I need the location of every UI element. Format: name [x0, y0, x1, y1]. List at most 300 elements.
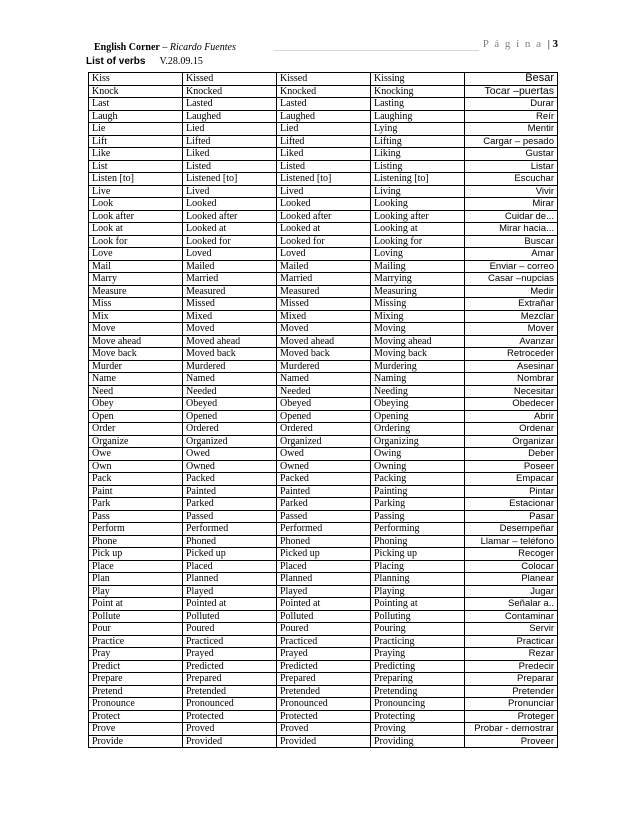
past-participle-cell: Planned — [277, 573, 371, 586]
past-participle-cell: Listened [to] — [277, 173, 371, 186]
base-form-cell: Phone — [89, 535, 183, 548]
base-form-cell: Pack — [89, 473, 183, 486]
gerund-cell: Knocking — [371, 85, 465, 98]
gerund-cell: Picking up — [371, 548, 465, 561]
past-participle-cell: Obeyed — [277, 398, 371, 411]
base-form-cell: Open — [89, 410, 183, 423]
verb-row — [89, 735, 558, 748]
gerund-cell: Looking for — [371, 235, 465, 248]
spanish-translation-cell: Colocar — [465, 560, 558, 573]
base-form-cell: Pass — [89, 510, 183, 523]
past-simple-cell: Missed — [183, 298, 277, 311]
past-participle-cell: Phoned — [277, 535, 371, 548]
gerund-cell: Painting — [371, 485, 465, 498]
past-simple-cell: Named — [183, 373, 277, 386]
spanish-translation-cell: Probar - demostrar — [465, 723, 558, 736]
gerund-cell: Moving back — [371, 348, 465, 361]
past-simple-cell: Kissed — [183, 73, 277, 86]
verb-row — [89, 160, 558, 173]
verb-row — [89, 423, 558, 436]
verb-row — [89, 635, 558, 648]
base-form-cell: Park — [89, 498, 183, 511]
past-simple-cell: Practiced — [183, 635, 277, 648]
past-simple-cell: Murdered — [183, 360, 277, 373]
base-form-cell: Protect — [89, 710, 183, 723]
gerund-cell: Proving — [371, 723, 465, 736]
base-form-cell: Order — [89, 423, 183, 436]
author-name: Ricardo Fuentes — [169, 42, 236, 53]
past-simple-cell: Opened — [183, 410, 277, 423]
gerund-cell: Playing — [371, 585, 465, 598]
gerund-cell: Lifting — [371, 135, 465, 148]
verb-row — [89, 323, 558, 336]
verb-row — [89, 460, 558, 473]
verb-row — [89, 660, 558, 673]
past-participle-cell: Mixed — [277, 310, 371, 323]
base-form-cell: Paint — [89, 485, 183, 498]
base-form-cell: Lift — [89, 135, 183, 148]
past-participle-cell: Owned — [277, 460, 371, 473]
gerund-cell: Listening [to] — [371, 173, 465, 186]
verb-row — [89, 110, 558, 123]
past-simple-cell: Married — [183, 273, 277, 286]
spanish-translation-cell: Predecir — [465, 660, 558, 673]
past-participle-cell: Proved — [277, 723, 371, 736]
spanish-translation-cell: Amar — [465, 248, 558, 261]
verb-table-body — [89, 73, 558, 748]
past-participle-cell: Mailed — [277, 260, 371, 273]
gerund-cell: Obeying — [371, 398, 465, 411]
base-form-cell: Love — [89, 248, 183, 261]
base-form-cell: Place — [89, 560, 183, 573]
past-simple-cell: Proved — [183, 723, 277, 736]
base-form-cell: Pretend — [89, 685, 183, 698]
spanish-translation-cell: Practicar — [465, 635, 558, 648]
gerund-cell: Needing — [371, 385, 465, 398]
verb-row — [89, 510, 558, 523]
spanish-translation-cell: Mentir — [465, 123, 558, 136]
past-participle-cell: Painted — [277, 485, 371, 498]
past-simple-cell: Lifted — [183, 135, 277, 148]
past-participle-cell: Prepared — [277, 673, 371, 686]
past-participle-cell: Placed — [277, 560, 371, 573]
gerund-cell: Parking — [371, 498, 465, 511]
spanish-translation-cell: Contaminar — [465, 610, 558, 623]
gerund-cell: Owing — [371, 448, 465, 461]
verb-row — [89, 623, 558, 636]
gerund-cell: Phoning — [371, 535, 465, 548]
past-participle-cell: Parked — [277, 498, 371, 511]
base-form-cell: Pour — [89, 623, 183, 636]
spanish-translation-cell: Desempeñar — [465, 523, 558, 536]
base-form-cell: Move ahead — [89, 335, 183, 348]
spanish-translation-cell: Avanzar — [465, 335, 558, 348]
spanish-translation-cell: Proteger — [465, 710, 558, 723]
spanish-translation-cell: Estacionar — [465, 498, 558, 511]
past-simple-cell: Painted — [183, 485, 277, 498]
gerund-cell: Laughing — [371, 110, 465, 123]
gerund-cell: Predicting — [371, 660, 465, 673]
past-participle-cell: Owed — [277, 448, 371, 461]
past-participle-cell: Murdered — [277, 360, 371, 373]
past-participle-cell: Looked at — [277, 223, 371, 236]
verb-row — [89, 648, 558, 661]
base-form-cell: Look — [89, 198, 183, 211]
verb-row — [89, 560, 558, 573]
gerund-cell: Praying — [371, 648, 465, 661]
verb-row — [89, 685, 558, 698]
base-form-cell: Last — [89, 98, 183, 111]
spanish-translation-cell: Reír — [465, 110, 558, 123]
gerund-cell: Missing — [371, 298, 465, 311]
gerund-cell: Naming — [371, 373, 465, 386]
spanish-translation-cell: Rezar — [465, 648, 558, 661]
past-participle-cell: Moved back — [277, 348, 371, 361]
header-course-line — [94, 42, 236, 53]
gerund-cell: Packing — [371, 473, 465, 486]
past-simple-cell: Polluted — [183, 610, 277, 623]
past-simple-cell: Laughed — [183, 110, 277, 123]
verb-row — [89, 585, 558, 598]
gerund-cell: Lying — [371, 123, 465, 136]
past-simple-cell: Looked at — [183, 223, 277, 236]
past-participle-cell: Prayed — [277, 648, 371, 661]
gerund-cell: Loving — [371, 248, 465, 261]
verb-row — [89, 98, 558, 111]
base-form-cell: Listen [to] — [89, 173, 183, 186]
past-simple-cell: Loved — [183, 248, 277, 261]
spanish-translation-cell: Casar –nupcias — [465, 273, 558, 286]
spanish-translation-cell: Llamar – teléfono — [465, 535, 558, 548]
past-simple-cell: Measured — [183, 285, 277, 298]
past-participle-cell: Laughed — [277, 110, 371, 123]
past-participle-cell: Looked after — [277, 210, 371, 223]
past-participle-cell: Pointed at — [277, 598, 371, 611]
page-separator: | — [547, 38, 552, 50]
gerund-cell: Pouring — [371, 623, 465, 636]
past-simple-cell: Pronounced — [183, 698, 277, 711]
gerund-cell: Listing — [371, 160, 465, 173]
spanish-translation-cell: Retroceder — [465, 348, 558, 361]
past-simple-cell: Listened [to] — [183, 173, 277, 186]
past-simple-cell: Phoned — [183, 535, 277, 548]
past-simple-cell: Looked for — [183, 235, 277, 248]
verb-row — [89, 610, 558, 623]
verb-row — [89, 373, 558, 386]
spanish-translation-cell: Tocar –puertas — [465, 85, 558, 98]
spanish-translation-cell: Deber — [465, 448, 558, 461]
base-form-cell: Play — [89, 585, 183, 598]
gerund-cell: Performing — [371, 523, 465, 536]
past-participle-cell: Lasted — [277, 98, 371, 111]
base-form-cell: Need — [89, 385, 183, 398]
past-simple-cell: Protected — [183, 710, 277, 723]
past-participle-cell: Predicted — [277, 660, 371, 673]
past-simple-cell: Played — [183, 585, 277, 598]
verb-row — [89, 185, 558, 198]
past-participle-cell: Played — [277, 585, 371, 598]
spanish-translation-cell: Besar — [465, 73, 558, 86]
spanish-translation-cell: Preparar — [465, 673, 558, 686]
verb-row — [89, 485, 558, 498]
past-simple-cell: Needed — [183, 385, 277, 398]
spanish-translation-cell: Nombrar — [465, 373, 558, 386]
spanish-translation-cell: Señalar a.. — [465, 598, 558, 611]
gerund-cell: Moving — [371, 323, 465, 336]
gerund-cell: Kissing — [371, 73, 465, 86]
past-simple-cell: Planned — [183, 573, 277, 586]
base-form-cell: Look at — [89, 223, 183, 236]
base-form-cell: Point at — [89, 598, 183, 611]
spanish-translation-cell: Pronunciar — [465, 698, 558, 711]
page-number-indicator — [483, 38, 558, 50]
spanish-translation-cell: Mezclar — [465, 310, 558, 323]
spanish-translation-cell: Proveer — [465, 735, 558, 748]
base-form-cell: Perform — [89, 523, 183, 536]
base-form-cell: Pollute — [89, 610, 183, 623]
verb-row — [89, 310, 558, 323]
verb-row — [89, 85, 558, 98]
past-participle-cell: Poured — [277, 623, 371, 636]
past-simple-cell: Lasted — [183, 98, 277, 111]
base-form-cell: Lie — [89, 123, 183, 136]
base-form-cell: Pray — [89, 648, 183, 661]
base-form-cell: Mail — [89, 260, 183, 273]
verb-row — [89, 248, 558, 261]
gerund-cell: Looking at — [371, 223, 465, 236]
spanish-translation-cell: Empacar — [465, 473, 558, 486]
verb-row — [89, 285, 558, 298]
verb-row — [89, 260, 558, 273]
gerund-cell: Providing — [371, 735, 465, 748]
verb-row — [89, 548, 558, 561]
verb-row — [89, 123, 558, 136]
verb-row — [89, 498, 558, 511]
past-participle-cell: Lied — [277, 123, 371, 136]
verb-row — [89, 398, 558, 411]
base-form-cell: Like — [89, 148, 183, 161]
gerund-cell: Preparing — [371, 673, 465, 686]
spanish-translation-cell: Servir — [465, 623, 558, 636]
base-form-cell: Prove — [89, 723, 183, 736]
past-simple-cell: Looked — [183, 198, 277, 211]
verb-row — [89, 435, 558, 448]
base-form-cell: Murder — [89, 360, 183, 373]
past-simple-cell: Moved — [183, 323, 277, 336]
spanish-translation-cell: Mover — [465, 323, 558, 336]
base-form-cell: Move back — [89, 348, 183, 361]
past-participle-cell: Lifted — [277, 135, 371, 148]
past-simple-cell: Predicted — [183, 660, 277, 673]
spanish-translation-cell: Ordenar — [465, 423, 558, 436]
verb-row — [89, 523, 558, 536]
spanish-translation-cell: Mirar hacia... — [465, 223, 558, 236]
past-simple-cell: Packed — [183, 473, 277, 486]
base-form-cell: Own — [89, 460, 183, 473]
past-participle-cell: Named — [277, 373, 371, 386]
past-simple-cell: Ordered — [183, 423, 277, 436]
past-simple-cell: Passed — [183, 510, 277, 523]
gerund-cell: Protecting — [371, 710, 465, 723]
gerund-cell: Practicing — [371, 635, 465, 648]
verb-row — [89, 335, 558, 348]
spanish-translation-cell: Cuidar de... — [465, 210, 558, 223]
gerund-cell: Ordering — [371, 423, 465, 436]
spanish-translation-cell: Pasar — [465, 510, 558, 523]
past-simple-cell: Lied — [183, 123, 277, 136]
gerund-cell: Mixing — [371, 310, 465, 323]
past-simple-cell: Moved back — [183, 348, 277, 361]
gerund-cell: Organizing — [371, 435, 465, 448]
past-participle-cell: Loved — [277, 248, 371, 261]
base-form-cell: Provide — [89, 735, 183, 748]
gerund-cell: Pretending — [371, 685, 465, 698]
past-simple-cell: Prepared — [183, 673, 277, 686]
past-participle-cell: Protected — [277, 710, 371, 723]
base-form-cell: Prepare — [89, 673, 183, 686]
verb-row — [89, 710, 558, 723]
gerund-cell: Passing — [371, 510, 465, 523]
spanish-translation-cell: Gustar — [465, 148, 558, 161]
spanish-translation-cell: Abrir — [465, 410, 558, 423]
past-simple-cell: Owned — [183, 460, 277, 473]
base-form-cell: Knock — [89, 85, 183, 98]
base-form-cell: Miss — [89, 298, 183, 311]
past-participle-cell: Passed — [277, 510, 371, 523]
verb-row — [89, 360, 558, 373]
past-simple-cell: Moved ahead — [183, 335, 277, 348]
past-participle-cell: Measured — [277, 285, 371, 298]
past-participle-cell: Liked — [277, 148, 371, 161]
past-participle-cell: Ordered — [277, 423, 371, 436]
spanish-translation-cell: Vivir — [465, 185, 558, 198]
base-form-cell: Pick up — [89, 548, 183, 561]
base-form-cell: Predict — [89, 660, 183, 673]
verb-table — [88, 72, 558, 748]
verb-row — [89, 385, 558, 398]
base-form-cell: Practice — [89, 635, 183, 648]
gerund-cell: Opening — [371, 410, 465, 423]
past-participle-cell: Opened — [277, 410, 371, 423]
base-form-cell: Look after — [89, 210, 183, 223]
gerund-cell: Owning — [371, 460, 465, 473]
verb-row — [89, 273, 558, 286]
spanish-translation-cell: Pintar — [465, 485, 558, 498]
past-simple-cell: Lived — [183, 185, 277, 198]
past-simple-cell: Organized — [183, 435, 277, 448]
gerund-cell: Pronouncing — [371, 698, 465, 711]
base-form-cell: Kiss — [89, 73, 183, 86]
gerund-cell: Mailing — [371, 260, 465, 273]
past-participle-cell: Organized — [277, 435, 371, 448]
past-participle-cell: Performed — [277, 523, 371, 536]
past-participle-cell: Lived — [277, 185, 371, 198]
base-form-cell: Plan — [89, 573, 183, 586]
spanish-translation-cell: Listar — [465, 160, 558, 173]
document-version: V.28.09.15 — [159, 56, 203, 67]
verb-row — [89, 210, 558, 223]
spanish-translation-cell: Buscar — [465, 235, 558, 248]
past-participle-cell: Practiced — [277, 635, 371, 648]
past-simple-cell: Parked — [183, 498, 277, 511]
past-participle-cell: Pretended — [277, 685, 371, 698]
past-simple-cell: Obeyed — [183, 398, 277, 411]
base-form-cell: Live — [89, 185, 183, 198]
past-participle-cell: Kissed — [277, 73, 371, 86]
gerund-cell: Liking — [371, 148, 465, 161]
base-form-cell: Name — [89, 373, 183, 386]
spanish-translation-cell: Asesinar — [465, 360, 558, 373]
past-simple-cell: Placed — [183, 560, 277, 573]
past-participle-cell: Needed — [277, 385, 371, 398]
past-simple-cell: Performed — [183, 523, 277, 536]
base-form-cell: Obey — [89, 398, 183, 411]
spanish-translation-cell: Escuchar — [465, 173, 558, 186]
verb-row — [89, 673, 558, 686]
past-participle-cell: Looked — [277, 198, 371, 211]
base-form-cell: Pronounce — [89, 698, 183, 711]
verb-row — [89, 135, 558, 148]
past-simple-cell: Pointed at — [183, 598, 277, 611]
gerund-cell: Lasting — [371, 98, 465, 111]
past-participle-cell: Knocked — [277, 85, 371, 98]
gerund-cell: Living — [371, 185, 465, 198]
past-simple-cell: Mailed — [183, 260, 277, 273]
spanish-translation-cell: Planear — [465, 573, 558, 586]
past-simple-cell: Owed — [183, 448, 277, 461]
past-participle-cell: Listed — [277, 160, 371, 173]
past-simple-cell: Prayed — [183, 648, 277, 661]
spanish-translation-cell: Necesitar — [465, 385, 558, 398]
gerund-cell: Placing — [371, 560, 465, 573]
verb-row — [89, 298, 558, 311]
gerund-cell: Pointing at — [371, 598, 465, 611]
base-form-cell: Owe — [89, 448, 183, 461]
verb-row — [89, 148, 558, 161]
gerund-cell: Marrying — [371, 273, 465, 286]
spanish-translation-cell: Obedecer — [465, 398, 558, 411]
past-simple-cell: Provided — [183, 735, 277, 748]
base-form-cell: Marry — [89, 273, 183, 286]
header-title-line — [86, 56, 203, 67]
verb-row — [89, 573, 558, 586]
gerund-cell: Polluting — [371, 610, 465, 623]
base-form-cell: Measure — [89, 285, 183, 298]
course-name: English Corner — [94, 42, 160, 53]
past-simple-cell: Listed — [183, 160, 277, 173]
gerund-cell: Moving ahead — [371, 335, 465, 348]
past-participle-cell: Packed — [277, 473, 371, 486]
spanish-translation-cell: Extrañar — [465, 298, 558, 311]
verb-row — [89, 198, 558, 211]
spanish-translation-cell: Organizar — [465, 435, 558, 448]
base-form-cell: Look for — [89, 235, 183, 248]
base-form-cell: Move — [89, 323, 183, 336]
past-simple-cell: Liked — [183, 148, 277, 161]
past-participle-cell: Missed — [277, 298, 371, 311]
past-participle-cell: Looked for — [277, 235, 371, 248]
verb-row — [89, 348, 558, 361]
verb-row — [89, 535, 558, 548]
gerund-cell: Looking — [371, 198, 465, 211]
spanish-translation-cell: Mirar — [465, 198, 558, 211]
spanish-translation-cell: Recoger — [465, 548, 558, 561]
past-simple-cell: Picked up — [183, 548, 277, 561]
document-title: List of verbs — [86, 56, 146, 67]
past-simple-cell: Pretended — [183, 685, 277, 698]
gerund-cell: Measuring — [371, 285, 465, 298]
spanish-translation-cell: Medir — [465, 285, 558, 298]
